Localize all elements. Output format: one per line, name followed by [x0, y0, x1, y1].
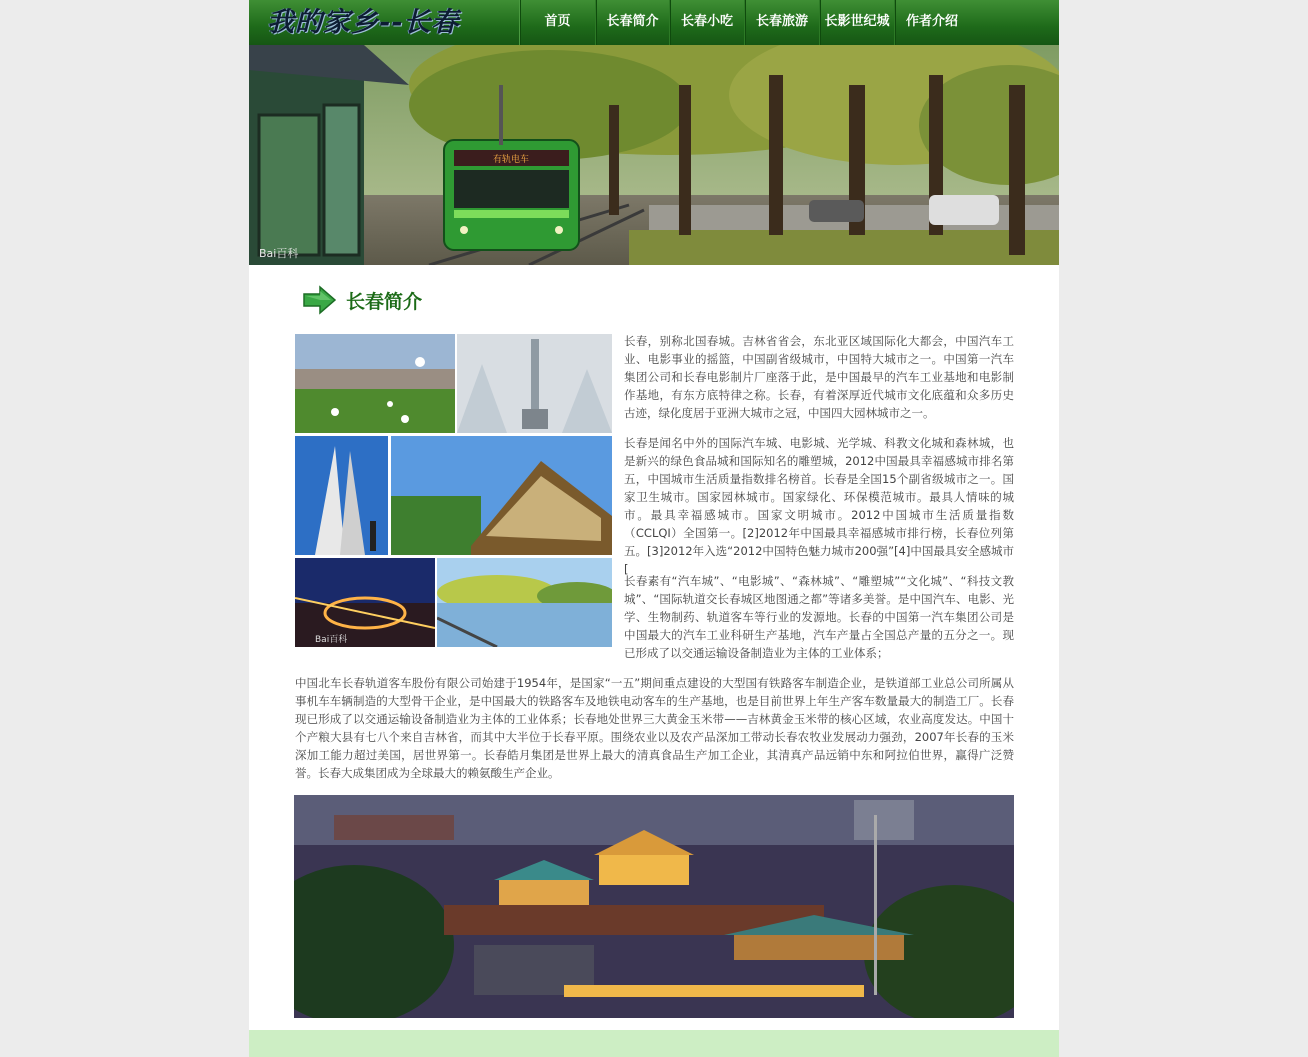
site-logo[interactable]: 我的家乡--长春 [267, 7, 460, 38]
footer-bar [249, 1030, 1059, 1057]
paragraph-4: 中国北车长春轨道客车股份有限公司始建于1954年，是国家“一五”期间重点建设的大型国有铁路客车制造企业，是铁道部工业总公司所属从事机车车辆制造的大型骨干企业，是中国最大的铁路客车及地铁电动客车的生产基地，也是目前世界上年生产客车数量最大的制造工厂。长春现已形成了以交通运输设备制造业为主体的工业体系；长春地处世界三大黄金玉米带——吉林黄金玉米带的核心区域，农业高度发达。中国十个产粮大县有七八个来自吉林省，而其中大半位于长春平原。围绕农业以及农产品深加工带动长春农牧业发展动力强劲，2007年长春的玉米深加工能力超过美国，居世界第一。长春皓月集团是世界上最大的清真食品生产加工企业，其清真产品远销中东和阿拉伯世界，赢得广泛赞誉。长春大成集团成为全球最大的赖氨酸生产企业。 [295, 676, 1014, 780]
paragraph-1: 长春，别称北国春城。吉林省省会，东北亚区域国际化大都会，中国汽车工业、电影事业的摇篮，中国副省级城市，中国特大城市之一。中国第一汽车集团公司和长春电影制片厂座落于此，是中国最早的汽车工业基地和电影制作基地，有东方底特律之称。长春，有着深厚近代城市文化底蕴和众多历史古迹，绿化度居于亚洲大城市之冠，中国四大园林城市之一。 [624, 334, 1014, 420]
photo-temple-roof [391, 436, 612, 555]
paragraph-2: 长春是闻名中外的国际汽车城、电影城、光学城、科教文化城和森林城，也是新兴的绿色食品城和国际知名的雕塑城，2012中国最具幸福感城市排名第五，中国城市生活质量指数排名榜首。长春是全国15个副省级城市之一。国家卫生城市。国家园林城市。国家绿化、环保模范城市。最具人情味的城市。最具幸福感城市。国家文明城市。2012中国城市生活质量指数（CCLQI）全国第一。[2]2012年中国最具幸福感城市排行榜，长春位列第五。[3]2012年入选“2012中国特色魅力城市200强”[4]中国最具安全感城市[ [624, 436, 1014, 576]
section-title: 长春简介 [346, 290, 423, 313]
paragraph-3: 长春素有“汽车城”、“电影城”、“森林城”、“雕塑城”“文化城”、“科技文教城”、“国际轨道交长春城区地图通之都”等诸多美誉。是中国汽车、电影、光学、生物制药、轨道客车等行业的发源地。长春的中国第一汽车集团公司是中国最大的汽车工业科研生产基地，汽车产量占全国总产量的五分之一。现已形成了以交通运输设备制造业为主体的工业体系； [624, 574, 1014, 660]
main-nav [519, 0, 969, 45]
photo-collage [295, 334, 612, 647]
photo-watermark: Bai百科 [315, 635, 348, 645]
section-heading [302, 283, 422, 317]
nav-item-home[interactable]: 首页 [519, 0, 595, 45]
header-bar [249, 0, 1059, 45]
photo-square-birds [295, 334, 455, 433]
banner-image [249, 45, 1059, 265]
nav-item-author[interactable]: 作者介绍 [894, 0, 969, 45]
nav-item-intro[interactable]: 长春简介 [595, 0, 669, 45]
tram-sign: 有轨电车 [492, 155, 530, 165]
page-container [249, 0, 1059, 1057]
nav-item-travel[interactable]: 长春旅游 [744, 0, 819, 45]
photo-sculpture [295, 436, 388, 555]
banner-watermark: Bai百科 [259, 247, 299, 260]
photo-snow-monument [457, 334, 612, 433]
photo-palace-night [294, 795, 1014, 1018]
photo-night-city [295, 558, 435, 647]
nav-item-film-city[interactable]: 长影世纪城 [819, 0, 894, 45]
green-arrow-icon [302, 285, 336, 315]
photo-lake [437, 558, 612, 647]
nav-item-snacks[interactable]: 长春小吃 [669, 0, 744, 45]
